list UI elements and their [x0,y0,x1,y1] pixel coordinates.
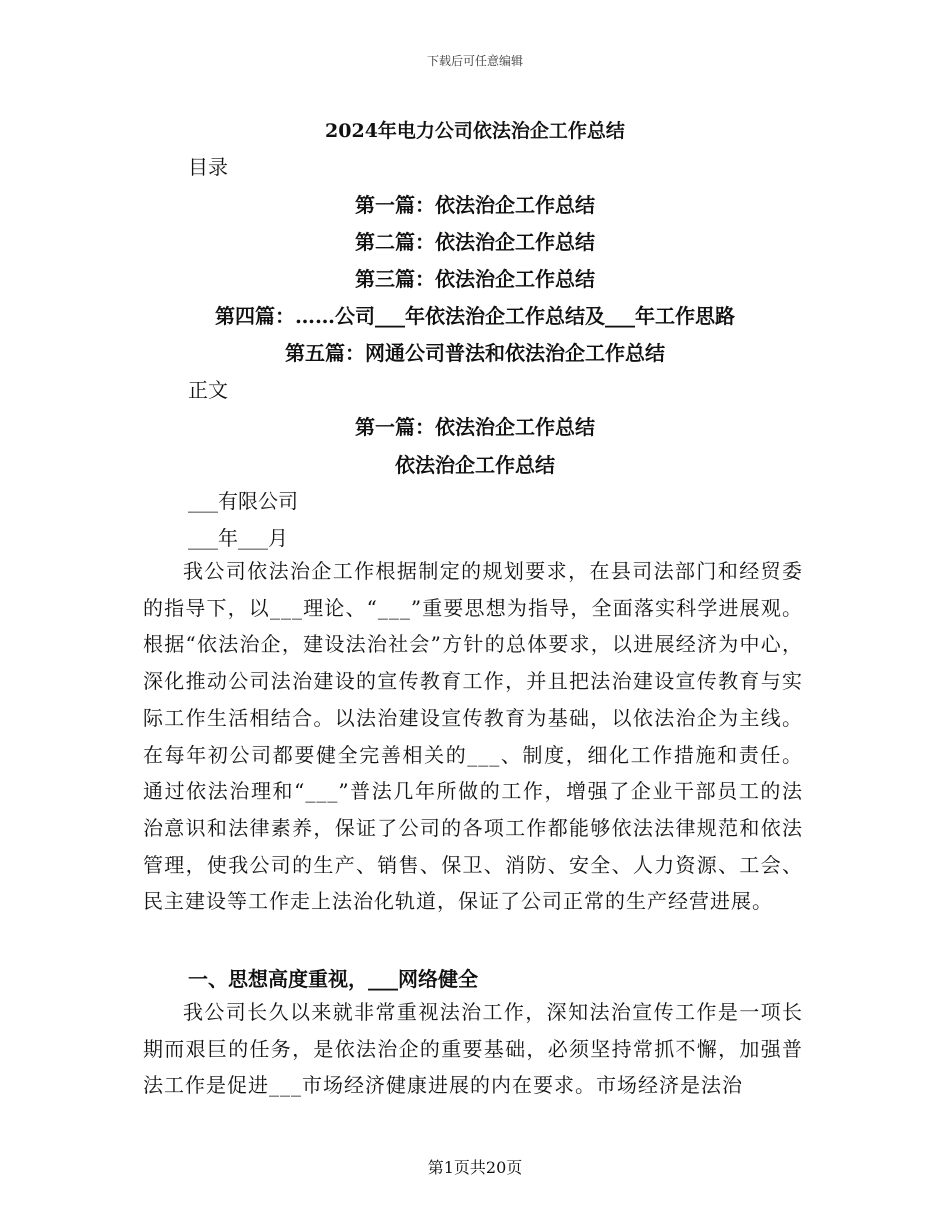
document-title: 2024年电力公司依法治企工作总结 [325,120,625,142]
toc-item-4[interactable]: 第四篇：……公司___年依法治企工作总结及___年工作思路 [215,304,735,328]
body-paragraph-1: 我公司依法治企工作根据制定的规划要求，在县司法部门和经贸委的指导下，以___理论、“___”重要思想为指导，全面落实科学进展观。根据“依法治企，建设法治社会”方针的总体要求，以进展经济为中心，深化推动公司法治建设的宣传教育工作，并且把法治建设宣传教育与实际工作生活相结合。以法治建设宣传教育为基础，以依法治企为主线。在每年初公司都要健全完善相关的___、制度，细化工作措施和责任。通过依法治理和“___”普法几年所做的工作，增强了企业干部员工的法治意识和法律素养，保证了公司的各项工作都能够依法法律规范和依法管理，使我公司的生产、销售、保卫、消防、安全、人力资源、工会、民主建设等工作走上法治化轨道，保证了公司正常的生产经营进展。 [143,559,803,914]
company-name: ___有限公司 [188,489,298,513]
page-footer: 第1页共20页 [427,1158,523,1177]
document-date: ___年___月 [188,526,288,550]
toc-item-3[interactable]: 第三篇：依法治企工作总结 [355,267,595,291]
page-header: 下载后可任意编辑 [426,54,523,68]
section-subtitle: 依法治企工作总结 [395,453,555,477]
body-label: 正文 [188,378,228,402]
toc-item-5[interactable]: 第五篇：网通公司普法和依法治企工作总结 [285,341,665,365]
section-heading-1: 一、思想高度重视，___网络健全 [188,967,478,991]
toc-item-1[interactable]: 第一篇：依法治企工作总结 [355,193,595,217]
body-paragraph-2: 我公司长久以来就非常重视法治工作，深知法治宣传工作是一项长期而艰巨的任务，是依法治企的重要基础，必须坚持常抓不懈，加强普法工作是促进___市场经济健康进展的内在要求。市场经济是法治 [143,1000,803,1098]
toc-label: 目录 [188,155,228,179]
toc-item-2[interactable]: 第二篇：依法治企工作总结 [355,230,595,254]
section-title: 第一篇：依法治企工作总结 [355,415,595,439]
